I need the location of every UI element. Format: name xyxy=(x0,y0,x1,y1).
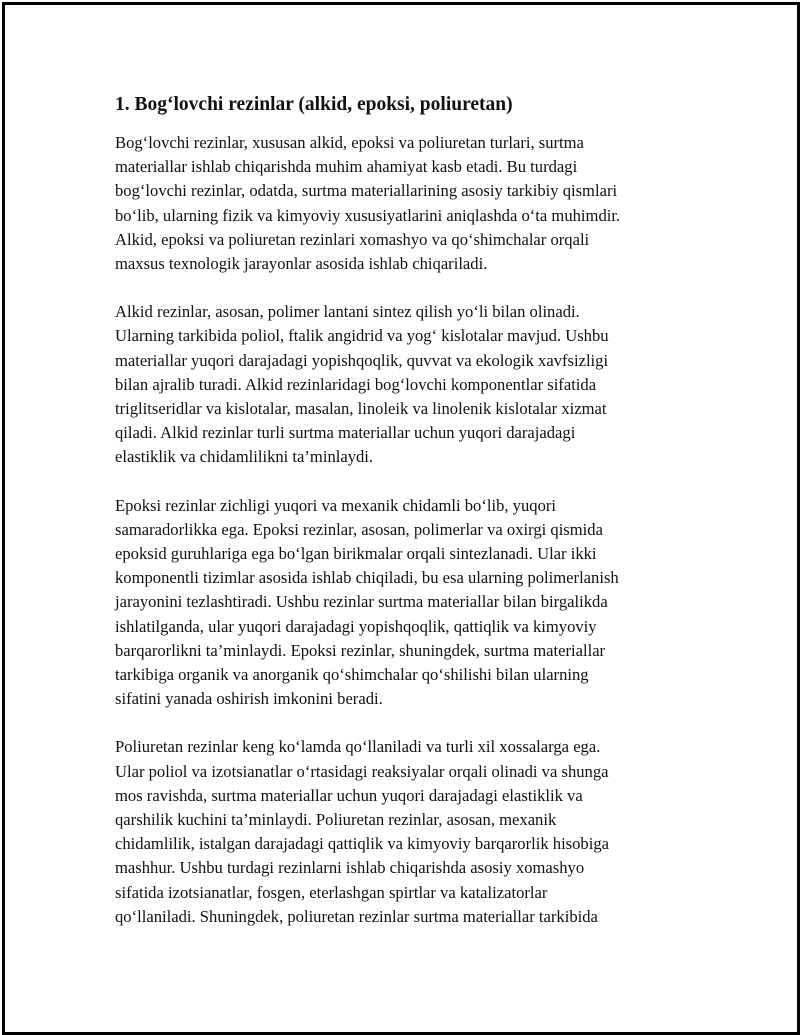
paragraph-line: qiladi. Alkid rezinlar turli surtma materiallar uchun yuqori darajadagi xyxy=(115,423,576,443)
paragraph-line: barqarorlikni ta’minlaydi. Epoksi rezinlar, shuningdek, surtma materiallar xyxy=(115,640,606,660)
paragraph xyxy=(115,735,680,929)
document-body xyxy=(115,92,680,953)
paragraph-line: materiallar ishlab chiqarishda muhim ahamiyat kasb etadi. Bu turdagi xyxy=(115,157,578,177)
paragraphs-container xyxy=(115,131,680,929)
paragraph-line: sifatida izotsianatlar, fosgen, eterlashgan spirtlar va katalizatorlar xyxy=(115,882,548,902)
paragraph xyxy=(115,300,680,469)
paragraph-line: mashhur. Ushbu turdagi rezinlarni ishlab chiqarishda asosiy xomashyo xyxy=(115,858,585,878)
paragraph-line: maxsus texnologik jarayonlar asosida ishlab chiqariladi. xyxy=(115,254,488,274)
paragraph-line: samaradorlikka ega. Epoksi rezinlar, asosan, polimerlar va oxirgi qismida xyxy=(115,519,603,539)
paragraph-line: chidamlilik, istalgan darajadagi qattiqlik va kimyoviy barqarorlik hisobiga xyxy=(115,834,610,854)
paragraph-line: jarayonini tezlashtiradi. Ushbu rezinlar surtma materiallar bilan birgalikda xyxy=(115,592,608,612)
paragraph-line: Bog‘lovchi rezinlar, xususan alkid, epoksi va poliuretan turlari, surtma xyxy=(115,133,584,152)
paragraph-line: triglitseridlar va kislotalar, masalan, linoleik va linolenik kislotalar xizmat xyxy=(115,399,607,419)
paragraph-line: Alkid rezinlar, asosan, polimer lantani sintez qilish yo‘li bilan olinadi. xyxy=(115,302,580,322)
paragraph-line: qo‘llaniladi. Shuningdek, poliuretan rezinlar surtma materiallar tarkibida xyxy=(115,906,598,926)
paragraph-line: materiallar yuqori darajadagi yopishqoqlik, quvvat va ekologik xavfsizligi xyxy=(115,350,609,370)
paragraph-line: komponentli tizimlar asosida ishlab chiqiladi, bu esa ularning polimerlanish xyxy=(115,568,619,588)
paragraph-line: bo‘lib, ularning fizik va kimyoviy xususiyatlarini aniqlashda o‘ta muhimdir. xyxy=(115,205,621,225)
paragraph-line: elastiklik va chidamlilikni ta’minlaydi. xyxy=(115,447,374,467)
paragraph-line: Epoksi rezinlar zichligi yuqori va mexanik chidamli bo‘lib, yuqori xyxy=(115,495,557,515)
paragraph-line: Ularning tarkibida poliol, ftalik angidrid va yog‘ kislotalar mavjud. Ushbu xyxy=(115,326,609,346)
paragraph-line: Ular poliol va izotsianatlar o‘rtasidagi reaksiyalar orqali olinadi va shunga xyxy=(115,761,609,781)
paragraph-line: bog‘lovchi rezinlar, odatda, surtma materiallarining asosiy tarkibiy qismlari xyxy=(115,181,618,201)
paragraph-line: tarkibiga organik va anorganik qo‘shimchalar qo‘shilishi bilan ularning xyxy=(115,665,589,685)
paragraph-line: mos ravishda, surtma materiallar uchun yuqori darajadagi elastiklik va xyxy=(115,785,583,805)
paragraph xyxy=(115,131,680,276)
paragraph-line: ishlatilganda, ular yuqori darajadagi yopishqoqlik, qattiqlik va kimyoviy xyxy=(115,616,597,636)
paragraph-line: sifatini yanada oshirish imkonini beradi. xyxy=(115,689,383,709)
paragraph-line: qarshilik kuchini ta’minlaydi. Poliuretan rezinlar, asosan, mexanik xyxy=(115,810,557,830)
paragraph-line: Alkid, epoksi va poliuretan rezinlari xomashyo va qo‘shimchalar orqali xyxy=(115,229,590,249)
paragraph xyxy=(115,494,680,712)
section-heading: 1. Bog‘lovchi rezinlar (alkid, epoksi, poliuretan) xyxy=(115,94,513,115)
paragraph-line: bilan ajralib turadi. Alkid rezinlaridagi bog‘lovchi komponentlar sifatida xyxy=(115,374,597,394)
paragraph-line: epoksid guruhlariga ega bo‘lgan birikmalar orqali sintezlanadi. Ular ikki xyxy=(115,544,597,564)
paragraph-line: Poliuretan rezinlar keng ko‘lamda qo‘llaniladi va turli xil xossalarga ega. xyxy=(115,737,601,757)
